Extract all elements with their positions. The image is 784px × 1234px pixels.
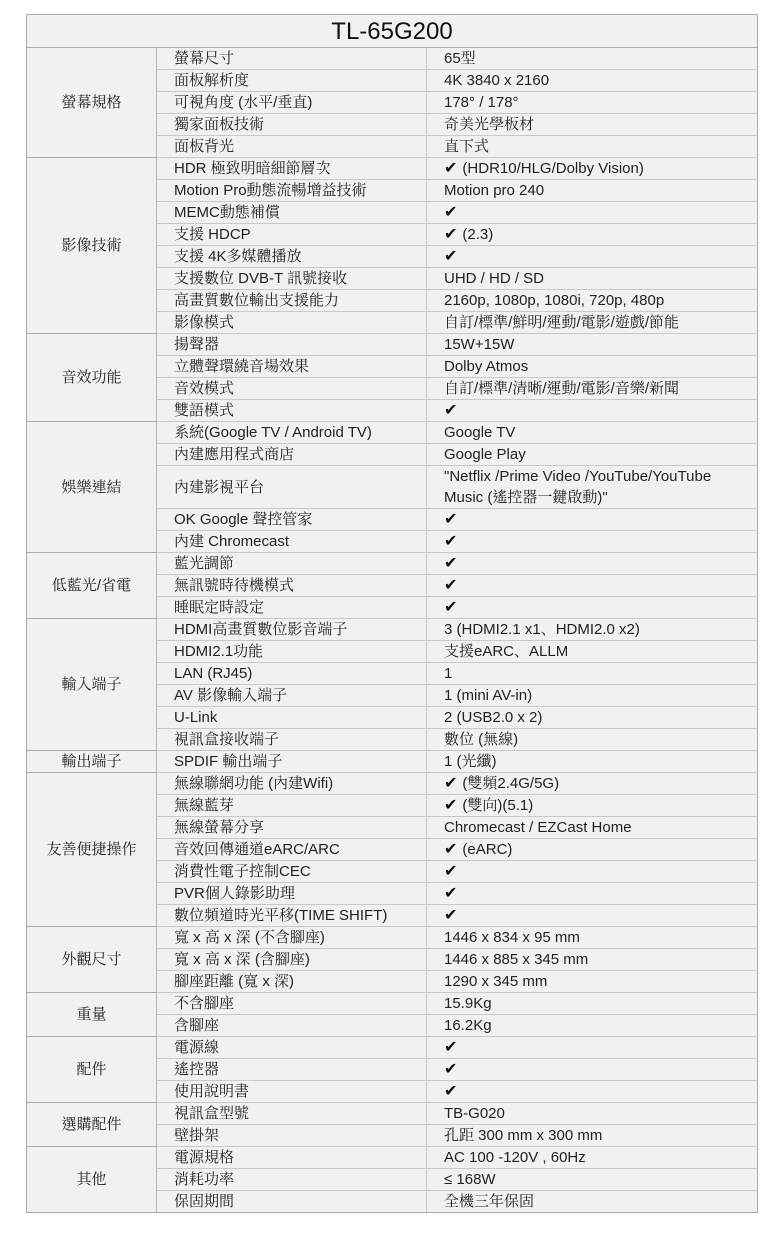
spec-name-cell: 支援 HDCP xyxy=(157,224,427,246)
spec-value-cell xyxy=(427,597,758,619)
spec-value-cell: 16.2Kg xyxy=(427,1015,758,1037)
spec-name-cell: PVR個人錄影助理 xyxy=(157,883,427,905)
spec-name-cell: 睡眠定時設定 xyxy=(157,597,427,619)
spec-value-cell xyxy=(427,883,758,905)
spec-table xyxy=(26,14,758,1213)
spec-name-cell: Motion Pro動態流暢增益技術 xyxy=(157,180,427,202)
check-icon: ✔ xyxy=(444,775,458,792)
spec-value-cell xyxy=(427,158,758,180)
spec-name-cell: 消費性電子控制CEC xyxy=(157,861,427,883)
spec-value-cell: 孔距 300 mm x 300 mm xyxy=(427,1125,758,1147)
table-row xyxy=(27,553,758,575)
spec-value-cell xyxy=(427,575,758,597)
category-cell: 低藍光/省電 xyxy=(27,553,157,619)
category-cell: 選購配件 xyxy=(27,1103,157,1147)
spec-name-cell: 影像模式 xyxy=(157,312,427,334)
check-note: (雙向)(5.1) xyxy=(462,797,534,814)
category-cell: 螢幕規格 xyxy=(27,48,157,158)
spec-value-cell: 數位 (無線) xyxy=(427,729,758,751)
spec-name-cell: HDR 極致明暗細節層次 xyxy=(157,158,427,180)
spec-name-cell: 電源線 xyxy=(157,1037,427,1059)
spec-name-cell: 雙語模式 xyxy=(157,400,427,422)
spec-value-cell: TB-G020 xyxy=(427,1103,758,1125)
spec-value-cell: UHD / HD / SD xyxy=(427,268,758,290)
spec-name-cell: 揚聲器 xyxy=(157,334,427,356)
check-icon: ✔ xyxy=(444,160,458,177)
spec-value-cell: Google TV xyxy=(427,422,758,444)
spec-value-cell: 1446 x 885 x 345 mm xyxy=(427,949,758,971)
table-row xyxy=(27,1037,758,1059)
check-icon: ✔ xyxy=(444,907,458,924)
spec-name-cell: 藍光調節 xyxy=(157,553,427,575)
check-icon: ✔ xyxy=(444,863,458,880)
spec-value-cell: Motion pro 240 xyxy=(427,180,758,202)
check-note: (2.3) xyxy=(462,226,494,243)
check-note: (eARC) xyxy=(462,841,513,858)
spec-value-cell xyxy=(427,531,758,553)
spec-name-cell: 獨家面板技術 xyxy=(157,114,427,136)
table-row xyxy=(27,993,758,1015)
spec-name-cell: 無訊號時待機模式 xyxy=(157,575,427,597)
table-row xyxy=(27,1147,758,1169)
spec-value-cell xyxy=(427,839,758,861)
check-icon: ✔ xyxy=(444,599,458,616)
check-icon: ✔ xyxy=(444,555,458,572)
check-icon: ✔ xyxy=(444,841,458,858)
spec-value-cell: 2160p, 1080p, 1080i, 720p, 480p xyxy=(427,290,758,312)
spec-name-cell: 使用說明書 xyxy=(157,1081,427,1103)
spec-name-cell: 含腳座 xyxy=(157,1015,427,1037)
table-row xyxy=(27,422,758,444)
category-cell: 重量 xyxy=(27,993,157,1037)
spec-value-cell: 3 (HDMI2.1 x1、HDMI2.0 x2) xyxy=(427,619,758,641)
spec-name-cell: 面板解析度 xyxy=(157,70,427,92)
spec-value-cell: 178° / 178° xyxy=(427,92,758,114)
spec-name-cell: 壁掛架 xyxy=(157,1125,427,1147)
table-row xyxy=(27,773,758,795)
spec-value-cell: 奇美光學板材 xyxy=(427,114,758,136)
spec-value-cell: Chromecast / EZCast Home xyxy=(427,817,758,839)
spec-value-cell: 自訂/標準/鮮明/運動/電影/遊戲/節能 xyxy=(427,312,758,334)
check-icon: ✔ xyxy=(444,1083,458,1100)
spec-name-cell: 無線螢幕分享 xyxy=(157,817,427,839)
spec-value-cell: Dolby Atmos xyxy=(427,356,758,378)
spec-name-cell: 無線藍芽 xyxy=(157,795,427,817)
spec-value-cell: 1 xyxy=(427,663,758,685)
spec-value-cell xyxy=(427,1081,758,1103)
spec-value-cell xyxy=(427,202,758,224)
spec-value-cell: 直下式 xyxy=(427,136,758,158)
spec-value-cell: "Netflix /Prime Video /YouTube/YouTube Music (遙控器一鍵啟動)" xyxy=(427,466,758,509)
spec-name-cell: SPDIF 輸出端子 xyxy=(157,751,427,773)
spec-name-cell: 面板背光 xyxy=(157,136,427,158)
spec-name-cell: 系統(Google TV / Android TV) xyxy=(157,422,427,444)
check-icon: ✔ xyxy=(444,204,458,221)
category-cell: 影像技術 xyxy=(27,158,157,334)
check-icon: ✔ xyxy=(444,248,458,265)
spec-value-cell xyxy=(427,1059,758,1081)
table-row xyxy=(27,751,758,773)
spec-name-cell: 立體聲環繞音場效果 xyxy=(157,356,427,378)
spec-name-cell: 遙控器 xyxy=(157,1059,427,1081)
check-icon: ✔ xyxy=(444,533,458,550)
spec-name-cell: 保固期間 xyxy=(157,1191,427,1213)
spec-value-cell: 自訂/標準/清晰/運動/電影/音樂/新聞 xyxy=(427,378,758,400)
table-row xyxy=(27,48,758,70)
check-icon: ✔ xyxy=(444,885,458,902)
spec-name-cell: 消耗功率 xyxy=(157,1169,427,1191)
spec-value-cell xyxy=(427,400,758,422)
category-cell: 輸出端子 xyxy=(27,751,157,773)
category-cell: 音效功能 xyxy=(27,334,157,422)
spec-value-cell: 1 (mini AV-in) xyxy=(427,685,758,707)
spec-name-cell: MEMC動態補償 xyxy=(157,202,427,224)
category-cell: 配件 xyxy=(27,1037,157,1103)
spec-value-cell: 1446 x 834 x 95 mm xyxy=(427,927,758,949)
table-row xyxy=(27,619,758,641)
spec-value-cell: 15W+15W xyxy=(427,334,758,356)
spec-name-cell: 不含腳座 xyxy=(157,993,427,1015)
table-row xyxy=(27,334,758,356)
title-row xyxy=(27,15,758,48)
check-icon: ✔ xyxy=(444,511,458,528)
category-cell: 娛樂連結 xyxy=(27,422,157,553)
spec-value-cell xyxy=(427,1037,758,1059)
spec-value-cell xyxy=(427,861,758,883)
spec-name-cell: 寬 x 高 x 深 (含腳座) xyxy=(157,949,427,971)
table-title: TL-65G200 xyxy=(27,15,758,48)
spec-name-cell: 高畫質數位輸出支援能力 xyxy=(157,290,427,312)
spec-name-cell: HDMI2.1功能 xyxy=(157,641,427,663)
spec-name-cell: 視訊盒接收端子 xyxy=(157,729,427,751)
spec-name-cell: 腳座距離 (寬 x 深) xyxy=(157,971,427,993)
spec-value-cell: 15.9Kg xyxy=(427,993,758,1015)
check-icon: ✔ xyxy=(444,1039,458,1056)
check-note: (雙頻2.4G/5G) xyxy=(462,775,560,792)
spec-name-cell: 內建影視平台 xyxy=(157,466,427,509)
check-note: (HDR10/HLG/Dolby Vision) xyxy=(462,160,644,177)
spec-name-cell: 音效回傳通道eARC/ARC xyxy=(157,839,427,861)
spec-name-cell: LAN (RJ45) xyxy=(157,663,427,685)
spec-name-cell: 音效模式 xyxy=(157,378,427,400)
spec-name-cell: HDMI高畫質數位影音端子 xyxy=(157,619,427,641)
spec-value-cell: 1 (光纖) xyxy=(427,751,758,773)
spec-name-cell: 支援 4K多媒體播放 xyxy=(157,246,427,268)
spec-value-cell: 4K 3840 x 2160 xyxy=(427,70,758,92)
category-cell: 外觀尺寸 xyxy=(27,927,157,993)
spec-name-cell: 支援數位 DVB-T 訊號接收 xyxy=(157,268,427,290)
spec-value-cell: 1290 x 345 mm xyxy=(427,971,758,993)
spec-name-cell: 寬 x 高 x 深 (不含腳座) xyxy=(157,927,427,949)
spec-value-cell xyxy=(427,795,758,817)
check-icon: ✔ xyxy=(444,226,458,243)
spec-value-cell xyxy=(427,905,758,927)
spec-name-cell: 內建 Chromecast xyxy=(157,531,427,553)
check-icon: ✔ xyxy=(444,402,458,419)
spec-value-cell xyxy=(427,553,758,575)
spec-name-cell: OK Google 聲控管家 xyxy=(157,509,427,531)
spec-value-cell xyxy=(427,773,758,795)
spec-name-cell: 內建應用程式商店 xyxy=(157,444,427,466)
category-cell: 其他 xyxy=(27,1147,157,1213)
spec-name-cell: AV 影像輸入端子 xyxy=(157,685,427,707)
spec-value-cell: Google Play xyxy=(427,444,758,466)
spec-name-cell: 電源規格 xyxy=(157,1147,427,1169)
category-cell: 友善便捷操作 xyxy=(27,773,157,927)
spec-value-cell xyxy=(427,509,758,531)
spec-value-cell: 支援eARC、ALLM xyxy=(427,641,758,663)
spec-name-cell: 視訊盒型號 xyxy=(157,1103,427,1125)
spec-name-cell: U-Link xyxy=(157,707,427,729)
spec-value-cell: 2 (USB2.0 x 2) xyxy=(427,707,758,729)
table-row xyxy=(27,927,758,949)
table-row xyxy=(27,158,758,180)
check-icon: ✔ xyxy=(444,577,458,594)
spec-value-cell: ≤ 168W xyxy=(427,1169,758,1191)
category-cell: 輸入端子 xyxy=(27,619,157,751)
spec-value-cell: 65型 xyxy=(427,48,758,70)
spec-name-cell: 無線聯網功能 (內建Wifi) xyxy=(157,773,427,795)
check-icon: ✔ xyxy=(444,797,458,814)
table-row xyxy=(27,1103,758,1125)
spec-value-cell: AC 100 -120V , 60Hz xyxy=(427,1147,758,1169)
spec-name-cell: 可視角度 (水平/垂直) xyxy=(157,92,427,114)
spec-value-cell: 全機三年保固 xyxy=(427,1191,758,1213)
spec-value-cell xyxy=(427,246,758,268)
spec-name-cell: 數位頻道時光平移(TIME SHIFT) xyxy=(157,905,427,927)
check-icon: ✔ xyxy=(444,1061,458,1078)
spec-name-cell: 螢幕尺寸 xyxy=(157,48,427,70)
spec-value-cell xyxy=(427,224,758,246)
